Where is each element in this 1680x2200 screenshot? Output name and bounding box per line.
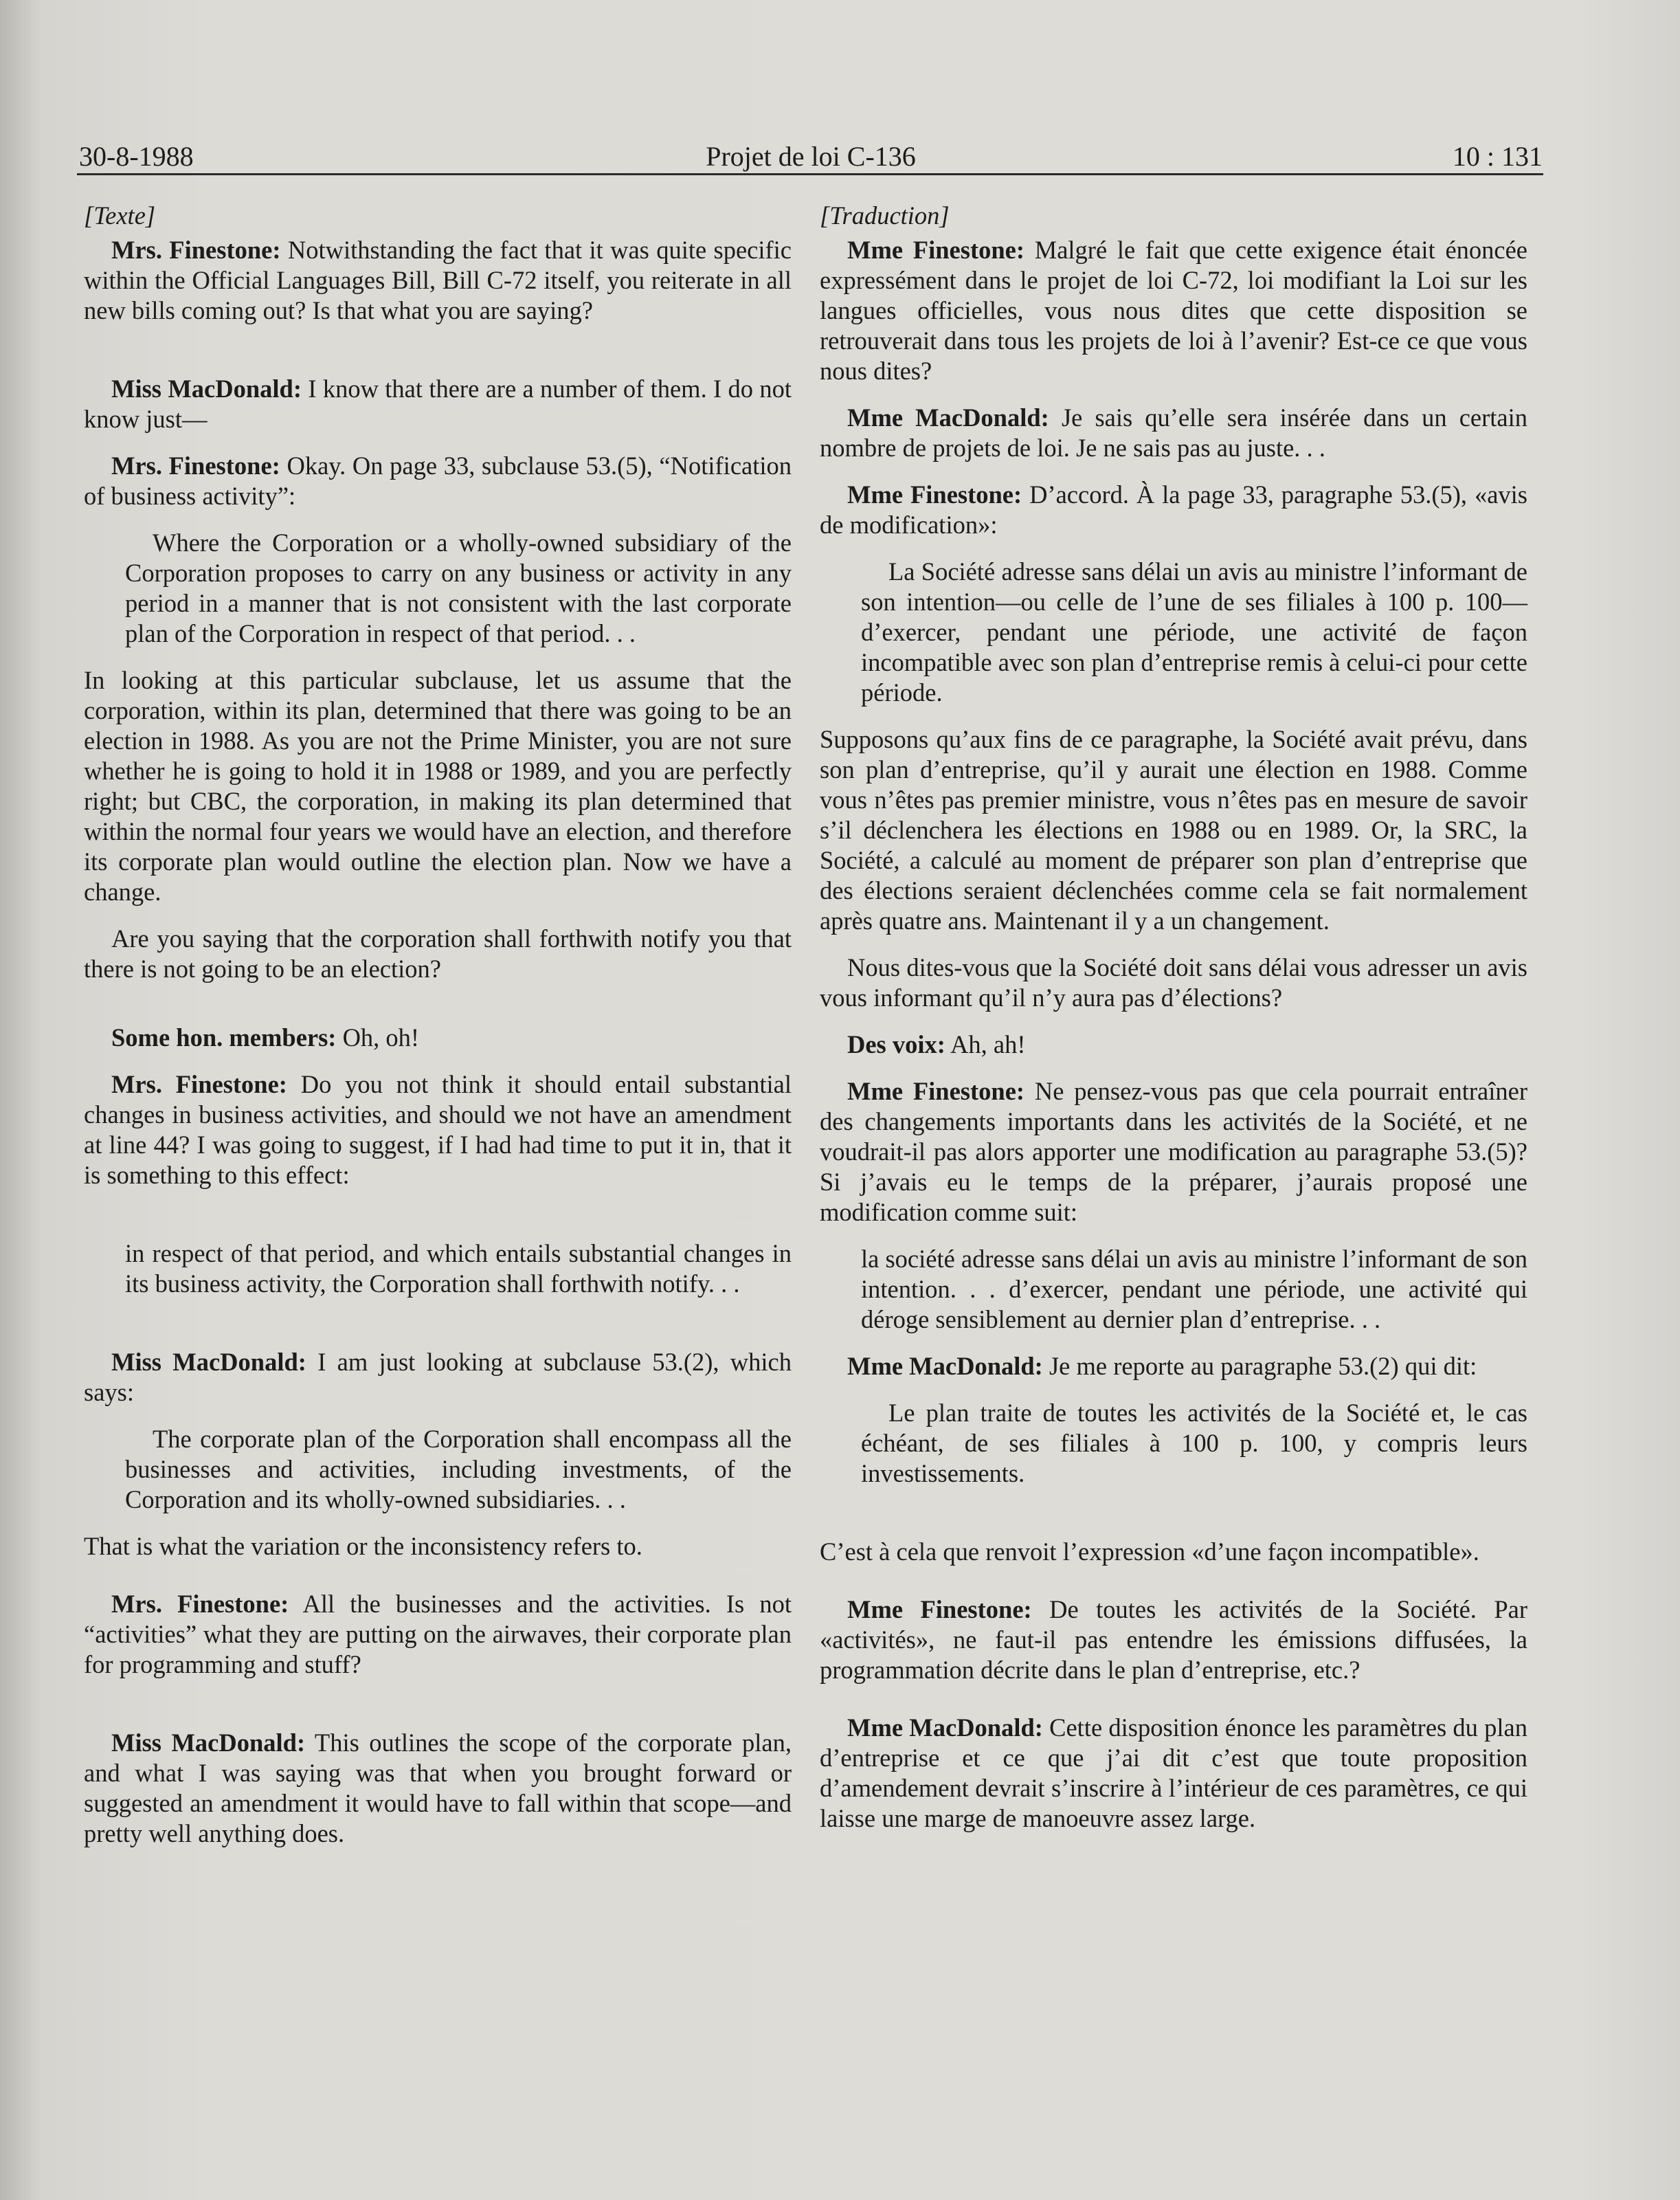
paragraph xyxy=(820,1595,1527,1685)
section-label-english: [Texte] xyxy=(84,201,156,230)
section-label-french: [Traduction] xyxy=(820,201,950,230)
speaker-name: Mme MacDonald: xyxy=(847,403,1049,432)
paragraph: Are you saying that the corporation shall forthwith notify you that there is not going to be an election? xyxy=(84,924,792,983)
header-page-number: 10 : 131 xyxy=(1452,141,1543,172)
page-header xyxy=(79,141,1543,175)
speech-text: Do you not think it should entail substantial changes in business activities, and should we not have an amendment at line 44? I was going to suggest, if I had had time to put it in, that it is something to this effect: xyxy=(84,1070,792,1189)
header-title: Projet de loi C-136 xyxy=(706,141,916,172)
speaker-name: Mme Finestone: xyxy=(847,1595,1032,1623)
paragraph: Nous dites-vous que la Société doit sans délai vous adresser un avis vous informant qu’il n’y aura pas d’élections? xyxy=(820,953,1527,1012)
header-rule xyxy=(77,173,1543,175)
quoted-clause: Le plan traite de toutes les activités de la Société et, le cas échéant, de ses filiales à 100 p. 100, y compris leurs investissements. xyxy=(861,1399,1527,1487)
paragraph xyxy=(84,1347,792,1408)
speech-text: Notwithstanding the fact that it was quite specific within the Official Languages Bill, Bill C-72 itself, you reiterate in all new bills coming out? Is that what you are saying? xyxy=(84,236,792,324)
speaker-name: Mme Finestone: xyxy=(847,236,1025,264)
paragraph xyxy=(820,403,1527,463)
paragraph xyxy=(84,451,792,511)
speaker-name: Miss MacDonald: xyxy=(111,1729,306,1757)
speaker-name: Mrs. Finestone: xyxy=(111,1590,289,1618)
quoted-clause: La Société adresse sans délai un avis au ministre l’informant de son intention—ou celle de l’une de ses filiales à 100 p. 100—d’exercer, pendant une période, une activité de façon incompatible avec son plan d’entreprise remis à celui-ci pour cette période. xyxy=(861,557,1527,707)
speech-text: De toutes les activités de la Société. Par «activités», ne faut-il pas entendre les émissions diffusées, la programmation décrite dans le plan d’entreprise, etc.? xyxy=(820,1595,1527,1684)
speech-text: Ah, ah! xyxy=(945,1030,1026,1058)
speech-text: D’accord. À la page 33, paragraphe 53.(5), «avis de modification»: xyxy=(820,480,1527,539)
speaker-name: Mme MacDonald: xyxy=(847,1352,1043,1380)
paragraph xyxy=(84,235,792,326)
paragraph xyxy=(820,1030,1527,1060)
speech-text: Ne pensez-vous pas que cela pourrait entraîner des changements importants dans les activités de la Société, et ne voudrait-il pas alors apporter une modification au paragraphe 53.(5)? Si j’avais eu le temps de la préparer, j’aurais proposé une modification comme suit: xyxy=(820,1077,1527,1226)
paragraph: That is what the variation or the inconsistency refers to. xyxy=(84,1532,642,1560)
speaker-name: Miss MacDonald: xyxy=(111,375,302,403)
speech-text: Je me reporte au paragraphe 53.(2) qui dit: xyxy=(1042,1352,1477,1380)
speaker-name: Mrs. Finestone: xyxy=(111,236,281,264)
speaker-name: Some hon. members: xyxy=(111,1023,337,1052)
quoted-clause: The corporate plan of the Corporation shall encompass all the businesses and activities, including investments, of the Corporation and its wholly-owned subsidiaries. . . xyxy=(125,1425,792,1513)
speaker-name: Mme Finestone: xyxy=(847,1077,1025,1105)
speaker-name: Mrs. Finestone: xyxy=(111,1070,287,1098)
quoted-clause: la société adresse sans délai un avis au ministre l’informant de son intention. . . d’exercer, pendant une période, une activité qui déroge sensiblement au dernier plan d’entreprise. . . xyxy=(861,1245,1528,1333)
quoted-clause: Where the Corporation or a wholly-owned subsidiary of the Corporation proposes to carry on any business or activity in any period in a manner that is not consistent with the last corporate plan of the Corporation in respect of that period. . . xyxy=(125,529,792,647)
speech-text: Malgré le fait que cette exigence était énoncée expressément dans le projet de loi C-72, loi modifiant la Loi sur les langues officielles, vous nous dites que cette disposition se retrouverait dans tous les projets de loi à l’avenir? Est-ce ce que vous nous dites? xyxy=(820,236,1528,385)
speech-text: Je sais qu’elle sera insérée dans un certain nombre de projets de loi. Je ne sais pas au juste. . . xyxy=(820,403,1527,462)
french-column xyxy=(820,201,1527,1834)
speech-text: Okay. On page 33, subclause 53.(5), “Notification of business activity”: xyxy=(84,452,792,510)
speech-text: Oh, oh! xyxy=(336,1023,420,1052)
speaker-name: Mme Finestone: xyxy=(847,480,1022,509)
english-column xyxy=(84,201,792,1849)
paragraph xyxy=(820,480,1527,540)
paragraph xyxy=(820,1076,1527,1227)
paragraph: C’est à cela que renvoit l’expression «d’une façon incompatible». xyxy=(820,1537,1479,1566)
paragraph xyxy=(84,1589,792,1680)
speech-text: This outlines the scope of the corporate plan, and what I was saying was that when you brought forward or suggested an amendment it would have to fall within that scope—and pretty well anything does. xyxy=(84,1729,792,1847)
quoted-clause: in respect of that period, and which entails substantial changes in its business activity, the Corporation shall forthwith notify. . . xyxy=(125,1239,792,1298)
paragraph xyxy=(820,235,1527,386)
speech-text: I am just looking at subclause 53.(2), which says: xyxy=(84,1348,792,1406)
paragraph: In looking at this particular subclause, let us assume that the corporation, within its plan, determined that there was going to be an election in 1988. As you are not the Prime Minister, you are not sure whether he is going to hold it in 1988 or 1989, and you are perfectly right; but CBC, the corporation, in making its plan determined that within the normal four years we would have an election, and therefore its corporate plan would outline the election plan. Now we have a change. xyxy=(84,666,792,906)
speaker-name: Des voix: xyxy=(847,1030,945,1058)
speech-text: Cette disposition énonce les paramètres du plan d’entreprise et ce que j’ai dit c’est que toute proposition d’amendement devrait s’inscrire à l’intérieur de ces paramètres, ce qui laisse une marge de manoeuvre assez large. xyxy=(820,1713,1527,1832)
paragraph xyxy=(84,1728,792,1849)
paragraph: Supposons qu’aux fins de ce paragraphe, la Société avait prévu, dans son plan d’entreprise, qu’il y aurait une élection en 1988. Comme vous n’êtes pas premier ministre, vous n’êtes pas en mesure de savoir s’il déclenchera les élections en 1988 ou en 1989. Or, la SRC, la Société, a calculé au moment de préparer son plan d’entreprise que des élections seraient déclenchées comme cela se fait normalement après quatre ans. Maintenant il y a un changement. xyxy=(820,725,1527,935)
speech-text: All the businesses and the activities. Is not “activities” what they are putting on the airwaves, their corporate plan for programming and stuff? xyxy=(84,1590,792,1678)
paragraph xyxy=(820,1713,1527,1834)
speech-text: I know that there are a number of them. I do not know just— xyxy=(84,375,792,433)
paragraph xyxy=(84,1069,792,1190)
speaker-name: Miss MacDonald: xyxy=(111,1348,306,1376)
speaker-name: Mme MacDonald: xyxy=(847,1713,1043,1742)
header-date: 30-8-1988 xyxy=(79,141,194,172)
speaker-name: Mrs. Finestone: xyxy=(111,452,280,480)
paragraph xyxy=(84,1023,792,1053)
paragraph xyxy=(84,374,792,434)
paragraph xyxy=(820,1351,1527,1381)
